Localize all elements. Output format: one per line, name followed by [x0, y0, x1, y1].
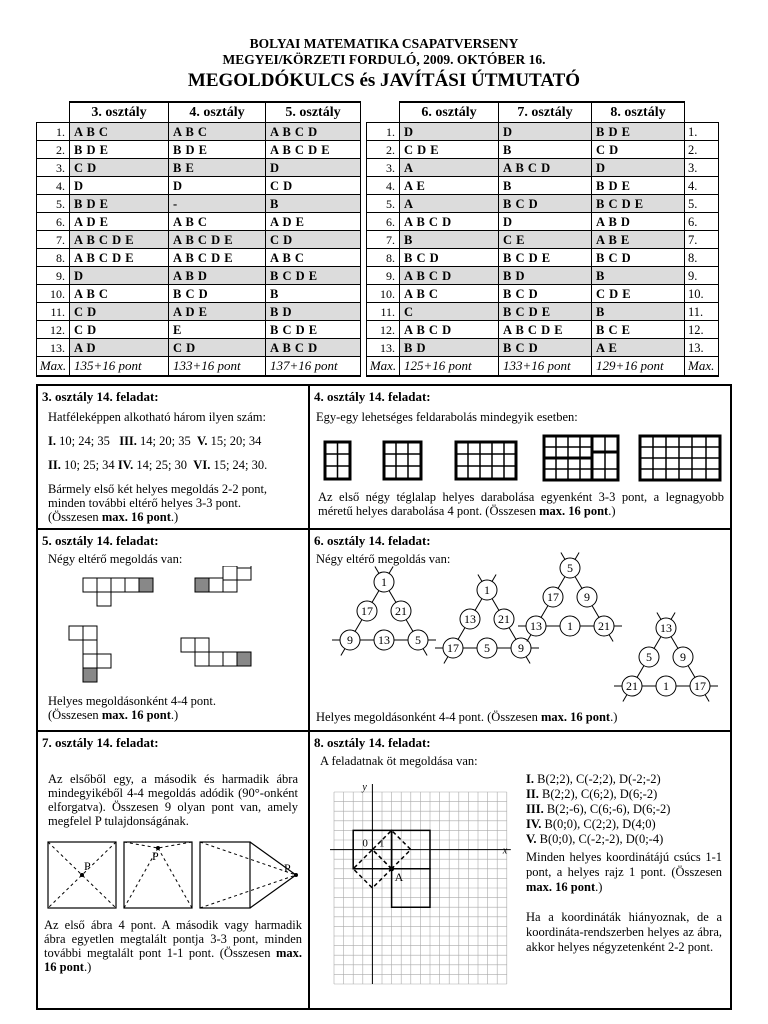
box-title: 4. osztály 14. feladat:	[314, 389, 431, 404]
row-number: 8.	[685, 249, 719, 267]
table-row	[37, 285, 361, 303]
scoring-note: Bármely első két helyes megoldás 2-2 pont, minden további eltérő helyes 3-3 pont. (Összesen max. 16 pont.)	[48, 482, 268, 524]
table-row	[367, 249, 719, 267]
answer-cell: C	[400, 303, 499, 321]
table-row	[37, 321, 361, 339]
row-number: 4.	[367, 177, 400, 195]
max-points: 135+16 pont	[70, 357, 169, 377]
number-triangle	[435, 574, 539, 663]
row-number: 5.	[367, 195, 400, 213]
answer-cell: A B D	[169, 267, 266, 285]
solutions-row2: II. 10; 25; 34 IV. 14; 25; 30 VI. 15; 24; 30.	[48, 458, 268, 472]
answer-cell: A B C D E	[499, 321, 592, 339]
number-triangle	[518, 552, 622, 641]
answer-cell: B D	[266, 303, 361, 321]
column-header: 8. osztály	[592, 102, 685, 123]
answer-cell: D	[499, 123, 592, 141]
answer-cell: C D	[169, 339, 266, 357]
row-number: 8.	[37, 249, 70, 267]
answer-cell: C D	[70, 321, 169, 339]
answer-cell: B	[499, 177, 592, 195]
box-title: 7. osztály 14. feladat:	[42, 735, 159, 750]
answer-cell: A	[400, 195, 499, 213]
box-grade4	[310, 386, 730, 528]
answer-cell: A D E	[70, 213, 169, 231]
max-label: Max.	[367, 357, 400, 377]
row-number: 12.	[685, 321, 719, 339]
row-number: 1.	[367, 123, 400, 141]
answer-cell: B D E	[70, 195, 169, 213]
answer-cell: A B C D E	[266, 141, 361, 159]
answer-cell: C D	[70, 303, 169, 321]
answer-cell: B	[592, 267, 685, 285]
node-value: 17	[547, 590, 559, 604]
task14-grid	[36, 384, 732, 1010]
node-value: 1	[567, 619, 573, 633]
row-number: 10.	[37, 285, 70, 303]
answer-cell: C D	[266, 177, 361, 195]
table-row	[367, 321, 719, 339]
answer-cell: C D E	[400, 141, 499, 159]
node-value: 13	[530, 619, 542, 633]
row-number: 1.	[37, 123, 70, 141]
node-value: 1	[484, 583, 490, 597]
y-axis-label: y	[362, 782, 367, 793]
answer-cell: A B C	[169, 123, 266, 141]
max-label: Max.	[685, 357, 719, 377]
answer-cell: A B C D E	[70, 231, 169, 249]
table-row	[367, 213, 719, 231]
answer-cell: B C D	[169, 285, 266, 303]
answer-cell: A B C	[400, 285, 499, 303]
point-label: P	[84, 859, 91, 873]
column-header: 7. osztály	[499, 102, 592, 123]
answer-cell: A B C D	[499, 159, 592, 177]
box-title: 8. osztály 14. feladat:	[314, 735, 431, 750]
node-value: 21	[395, 604, 407, 618]
table-row	[37, 213, 361, 231]
answer-cell: A B D	[592, 213, 685, 231]
node-value: 9	[680, 650, 686, 664]
row-number: 2.	[37, 141, 70, 159]
answer-cell: A D	[70, 339, 169, 357]
row-number: 2.	[367, 141, 400, 159]
answer-cell: A D E	[266, 213, 361, 231]
table-row	[37, 195, 361, 213]
answer-cell: C D	[592, 141, 685, 159]
table-row	[37, 123, 361, 141]
node-value: 21	[598, 619, 610, 633]
box-intro: Hatféleképpen alkotható három ilyen szám:	[48, 410, 266, 424]
answer-cell: A B C	[169, 213, 266, 231]
coordinate-grid	[324, 776, 516, 1004]
answer-cell: A E	[592, 339, 685, 357]
box-intro: A feladatnak öt megoldása van:	[320, 754, 478, 768]
table-row	[367, 285, 719, 303]
row-number: 10.	[367, 285, 400, 303]
node-value: 5	[415, 633, 421, 647]
row-number: 6.	[685, 213, 719, 231]
node-value: 17	[694, 679, 706, 693]
table-row	[367, 231, 719, 249]
point-label: P	[284, 861, 291, 875]
answer-cell: A B C	[266, 249, 361, 267]
answer-cell: B D	[400, 339, 499, 357]
node-value: 21	[498, 612, 510, 626]
row-number: 11.	[685, 303, 719, 321]
table-row	[37, 249, 361, 267]
answer-cell: A B C D	[400, 321, 499, 339]
table-row	[37, 141, 361, 159]
answer-cell: B C D	[592, 249, 685, 267]
row-number: 5.	[685, 195, 719, 213]
node-value: 5	[646, 650, 652, 664]
node-value: 17	[447, 641, 459, 655]
row-number: 7.	[685, 231, 719, 249]
answer-cell: D	[592, 159, 685, 177]
scoring-note: Az első ábra 4 pont. A második vagy harmadik ábra egyetlen megtalált pontja 3-3 pont, minden további megtalált pont 1-1 pont. (Összesen max. 16 pont.)	[44, 918, 302, 974]
answer-cell: B C D E	[499, 249, 592, 267]
node-value: 13	[660, 621, 672, 635]
row-number: 7.	[367, 231, 400, 249]
column-header: 5. osztály	[266, 102, 361, 123]
box-intro: Egy-egy lehetséges feldarabolás mindegyik esetben:	[316, 410, 578, 424]
answer-cell: B	[592, 303, 685, 321]
answer-cell: A B C	[70, 123, 169, 141]
answer-cell: B C D	[499, 285, 592, 303]
box-grade7	[38, 732, 308, 1008]
answer-cell: B D	[499, 267, 592, 285]
p-point-figures	[38, 834, 308, 910]
round-date: MEGYEI/KÖRZETI FORDULÓ, 2009. OKTÓBER 16.	[222, 52, 546, 67]
box-title: 3. osztály 14. feladat:	[42, 389, 159, 404]
x-axis-label: x	[502, 845, 508, 857]
solutions-row1: I. 10; 24; 35 III. 14; 20; 35 V. 15; 20; 34	[48, 434, 262, 448]
answer-cell: B	[499, 141, 592, 159]
point-a-label: A	[394, 869, 404, 884]
number-triangles	[310, 530, 730, 710]
box-title: 5. osztály 14. feladat:	[42, 533, 159, 548]
table-row	[367, 339, 719, 357]
origin-label: 0	[362, 837, 368, 850]
box-grade8	[310, 732, 730, 1008]
table-row	[37, 267, 361, 285]
answer-cell: A B C D E	[70, 249, 169, 267]
answer-cell: B C D E	[266, 267, 361, 285]
answer-cell: D	[70, 267, 169, 285]
node-value: 1	[381, 575, 387, 589]
box-intro: Négy eltérő megoldás van:	[48, 552, 183, 566]
node-value: 13	[464, 612, 476, 626]
table-row	[367, 141, 719, 159]
answer-cell: B D E	[169, 141, 266, 159]
row-number: 6.	[37, 213, 70, 231]
cube-nets	[38, 566, 308, 686]
max-points: 137+16 pont	[266, 357, 361, 377]
answer-cell: A B E	[592, 231, 685, 249]
node-value: 9	[518, 641, 524, 655]
answer-cell: B D E	[70, 141, 169, 159]
row-number: 12.	[37, 321, 70, 339]
answer-cell: A B C D	[266, 123, 361, 141]
answer-cell: A B C D E	[169, 249, 266, 267]
row-number: 13.	[367, 339, 400, 357]
column-header: 6. osztály	[400, 102, 499, 123]
node-value: 9	[584, 590, 590, 604]
node-value: 9	[347, 633, 353, 647]
box-grade6	[310, 530, 730, 730]
row-number: 5.	[37, 195, 70, 213]
answer-cell: B	[266, 195, 361, 213]
contest-title: BOLYAI MATEMATIKA CSAPATVERSENY	[249, 36, 519, 51]
answer-cell: B C D	[499, 339, 592, 357]
node-value: 5	[484, 641, 490, 655]
answer-cell: D	[400, 123, 499, 141]
scoring-note: Helyes megoldásonként 4-4 pont. (Összesen max. 16 pont.)	[48, 694, 217, 722]
answer-cell: B C D E	[499, 303, 592, 321]
rectangle-dissections	[310, 430, 730, 482]
answer-cell: C D	[266, 231, 361, 249]
answer-cell: B C D E	[592, 195, 685, 213]
node-value: 13	[378, 633, 390, 647]
answer-cell: B C D	[400, 249, 499, 267]
row-number: 7.	[37, 231, 70, 249]
column-header: 3. osztály	[70, 102, 169, 123]
scoring-note: Helyes megoldásonként 4-4 pont. (Összesen max. 16 pont.)	[316, 710, 618, 724]
column-header: 4. osztály	[169, 102, 266, 123]
box-title: 6. osztály 14. feladat:	[314, 533, 431, 548]
answer-cell: E	[169, 321, 266, 339]
row-number: 13.	[685, 339, 719, 357]
node-value: 21	[626, 679, 638, 693]
table-row	[367, 177, 719, 195]
table-row	[37, 303, 361, 321]
answer-cell: C E	[499, 231, 592, 249]
box-grade3	[38, 386, 308, 528]
answer-cell: A B C D	[266, 339, 361, 357]
table-row	[37, 339, 361, 357]
answer-cell: B C D	[499, 195, 592, 213]
answer-cell: C D	[70, 159, 169, 177]
solution-list: I. B(2;2), C(-2;2), D(-2;-2) II. B(2;2), C(6;2), D(6;-2) III. B(2;-6), C(6;-6), D(6;-2) IV. B(0;0), C(2;2), D(4;0) V. B(0;0), C(-2;-2), D(0;-4)	[526, 772, 671, 846]
table-row	[37, 159, 361, 177]
answer-cell: A B C D	[400, 213, 499, 231]
answer-cell: B	[400, 231, 499, 249]
unit-label: 1	[379, 837, 385, 850]
answer-cell: B	[266, 285, 361, 303]
table-row	[367, 195, 719, 213]
scoring-note: Az első négy téglalap helyes darabolása egyenként 3-3 pont, a legnagyobb méretű helyes darabolása 4 pont. (Összesen max. 16 pont.)	[318, 490, 724, 518]
answer-cell: D	[499, 213, 592, 231]
row-number: 9.	[367, 267, 400, 285]
box-intro: Négy eltérő megoldás van:	[316, 552, 451, 566]
table-row	[367, 267, 719, 285]
row-number: 4.	[37, 177, 70, 195]
answer-cell: A D E	[169, 303, 266, 321]
table-row	[367, 303, 719, 321]
box-grade5	[38, 530, 308, 730]
answer-cell: A B C	[70, 285, 169, 303]
node-value: 5	[567, 561, 573, 575]
answer-cell: D	[70, 177, 169, 195]
answer-cell: D	[266, 159, 361, 177]
explanation: Az elsőből egy, a második és harmadik ábra mindegyikéből 4-4 megoldás adódik (90°-onként elforgatva). Összesen 9 olyan pont van, amely megfelel P tulajdonságának.	[48, 772, 298, 828]
table-row	[37, 231, 361, 249]
answer-table-right	[366, 101, 719, 377]
table-row	[37, 177, 361, 195]
answer-cell: D	[169, 177, 266, 195]
row-number: 10.	[685, 285, 719, 303]
max-points: 133+16 pont	[169, 357, 266, 377]
answer-cell: B C D E	[266, 321, 361, 339]
answer-cell: A	[400, 159, 499, 177]
answer-cell: C D E	[592, 285, 685, 303]
answer-table-left	[36, 101, 361, 377]
max-label: Max.	[37, 357, 70, 377]
row-number: 4.	[685, 177, 719, 195]
row-number: 11.	[367, 303, 400, 321]
node-value: 17	[361, 604, 373, 618]
row-number: 9.	[37, 267, 70, 285]
scoring-note-2: Ha a koordináták hiányoznak, de a koordináta-rendszerben helyes az ábra, akkor helyes négyzetenként 2-2 pont.	[526, 910, 722, 954]
row-number: 9.	[685, 267, 719, 285]
node-value: 1	[663, 679, 669, 693]
row-number: 3.	[37, 159, 70, 177]
answer-cell: B D E	[592, 123, 685, 141]
row-number: 1.	[685, 123, 719, 141]
table-row	[367, 159, 719, 177]
row-number: 3.	[367, 159, 400, 177]
scoring-note: Minden helyes koordinátájú csúcs 1-1 pont, a helyes rajz 1 pont. (Összesen max. 16 pont.)	[526, 850, 722, 894]
max-points: 133+16 pont	[499, 357, 592, 377]
row-number: 8.	[367, 249, 400, 267]
row-number: 12.	[367, 321, 400, 339]
row-number: 6.	[367, 213, 400, 231]
max-points: 125+16 pont	[400, 357, 499, 377]
point-label: P	[152, 849, 159, 863]
row-number: 11.	[37, 303, 70, 321]
answer-cell: B E	[169, 159, 266, 177]
number-triangle	[332, 566, 436, 655]
answer-cell: A E	[400, 177, 499, 195]
row-number: 3.	[685, 159, 719, 177]
answer-cell: B D E	[592, 177, 685, 195]
table-row	[367, 123, 719, 141]
row-number: 13.	[37, 339, 70, 357]
number-triangle	[614, 612, 718, 701]
answer-cell: -	[169, 195, 266, 213]
row-number: 2.	[685, 141, 719, 159]
document-title: MEGOLDÓKULCS és JAVÍTÁSI ÚTMUTATÓ	[187, 70, 581, 91]
answer-cell: B C E	[592, 321, 685, 339]
max-points: 129+16 pont	[592, 357, 685, 377]
answer-cell: A B C D E	[169, 231, 266, 249]
answer-cell: A B C D	[400, 267, 499, 285]
